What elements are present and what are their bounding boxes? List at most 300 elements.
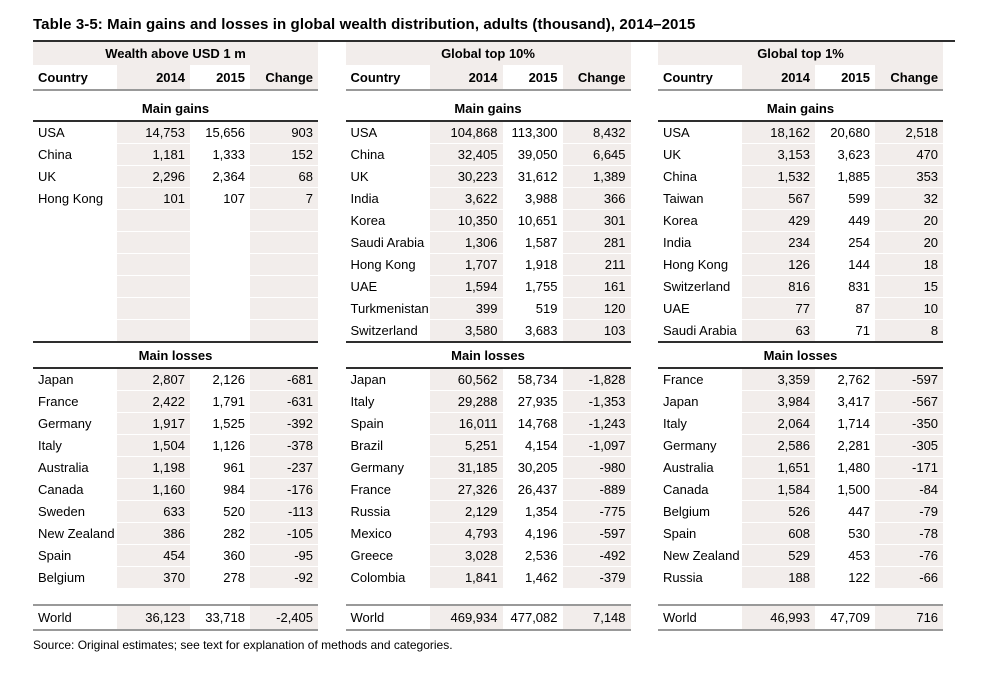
table-row — [346, 435, 631, 457]
country-cell: Australia — [658, 457, 742, 479]
change-cell: -176 — [250, 479, 318, 501]
table-row — [658, 567, 943, 589]
country-cell: UK — [346, 166, 430, 188]
table-row — [658, 188, 943, 210]
group-header: Global top 1% — [658, 42, 943, 65]
change-cell — [250, 320, 318, 343]
country-cell: China — [33, 144, 117, 166]
country-cell: Japan — [346, 368, 430, 391]
table-row — [658, 545, 943, 567]
value-2015-cell: 1,918 — [503, 254, 563, 276]
table-row — [346, 320, 631, 343]
change-cell: -597 — [875, 368, 943, 391]
value-2014-cell: 370 — [117, 567, 190, 589]
value-2014-cell: 188 — [742, 567, 815, 589]
change-cell: -305 — [875, 435, 943, 457]
value-2015-cell: 1,333 — [190, 144, 250, 166]
column-header-2014: 2014 — [430, 65, 503, 90]
value-2015-cell: 107 — [190, 188, 250, 210]
value-2014-cell: 608 — [742, 523, 815, 545]
table-row — [33, 188, 318, 210]
column-header-change: Change — [250, 65, 318, 90]
value-2014-cell: 1,651 — [742, 457, 815, 479]
value-2015-cell: 47,709 — [815, 605, 875, 630]
change-cell: -113 — [250, 501, 318, 523]
value-2014-cell: 16,011 — [430, 413, 503, 435]
empty-row — [33, 210, 318, 232]
country-cell: Brazil — [346, 435, 430, 457]
country-cell: France — [346, 479, 430, 501]
table-row — [658, 121, 943, 144]
change-cell — [250, 210, 318, 232]
value-2014-cell: 1,841 — [430, 567, 503, 589]
value-2014-cell: 30,223 — [430, 166, 503, 188]
table-row — [658, 210, 943, 232]
table-row — [658, 435, 943, 457]
value-2015-cell: 984 — [190, 479, 250, 501]
value-2015-cell: 360 — [190, 545, 250, 567]
change-cell: 6,645 — [563, 144, 631, 166]
value-2014-cell: 1,917 — [117, 413, 190, 435]
value-2015-cell: 282 — [190, 523, 250, 545]
value-2014-cell: 3,028 — [430, 545, 503, 567]
empty-row — [33, 232, 318, 254]
value-2015-cell: 39,050 — [503, 144, 563, 166]
value-2014-cell: 31,185 — [430, 457, 503, 479]
change-cell: 7 — [250, 188, 318, 210]
value-2014-cell: 3,359 — [742, 368, 815, 391]
value-2015-cell: 4,154 — [503, 435, 563, 457]
value-2015-cell: 2,364 — [190, 166, 250, 188]
group-header-row — [658, 42, 943, 65]
value-2014-cell: 529 — [742, 545, 815, 567]
value-2014-cell: 1,504 — [117, 435, 190, 457]
value-2015-cell — [190, 276, 250, 298]
column-header-2014: 2014 — [742, 65, 815, 90]
change-cell: -92 — [250, 567, 318, 589]
table-row — [346, 298, 631, 320]
change-cell: 120 — [563, 298, 631, 320]
change-cell: -84 — [875, 479, 943, 501]
value-2014-cell: 77 — [742, 298, 815, 320]
value-2015-cell: 30,205 — [503, 457, 563, 479]
value-2015-cell: 831 — [815, 276, 875, 298]
change-cell: -105 — [250, 523, 318, 545]
table-row — [658, 166, 943, 188]
table-row — [658, 368, 943, 391]
country-cell: France — [658, 368, 742, 391]
value-2014-cell: 2,422 — [117, 391, 190, 413]
value-2014-cell: 60,562 — [430, 368, 503, 391]
value-2015-cell: 3,683 — [503, 320, 563, 343]
value-2014-cell — [117, 276, 190, 298]
table-row — [33, 545, 318, 567]
change-cell: 32 — [875, 188, 943, 210]
table-row — [658, 298, 943, 320]
change-cell: -237 — [250, 457, 318, 479]
table-row — [658, 320, 943, 343]
change-cell: -378 — [250, 435, 318, 457]
value-2014-cell: 633 — [117, 501, 190, 523]
country-cell — [33, 254, 117, 276]
table-row — [658, 254, 943, 276]
change-cell: -1,828 — [563, 368, 631, 391]
value-2014-cell: 29,288 — [430, 391, 503, 413]
table-wealth-above-1m — [33, 42, 318, 631]
table-row — [33, 523, 318, 545]
country-cell: Korea — [658, 210, 742, 232]
value-2014-cell: 63 — [742, 320, 815, 343]
country-cell: Saudi Arabia — [346, 232, 430, 254]
losses-section-label: Main losses — [346, 342, 631, 368]
change-cell: -492 — [563, 545, 631, 567]
value-2014-cell: 1,707 — [430, 254, 503, 276]
change-cell: 470 — [875, 144, 943, 166]
gains-section-label: Main gains — [658, 90, 943, 121]
value-2015-cell: 3,417 — [815, 391, 875, 413]
value-2015-cell: 26,437 — [503, 479, 563, 501]
table-row — [346, 479, 631, 501]
country-cell: Italy — [658, 413, 742, 435]
value-2015-cell: 27,935 — [503, 391, 563, 413]
world-row — [33, 605, 318, 630]
world-row — [658, 605, 943, 630]
value-2014-cell: 454 — [117, 545, 190, 567]
table-row — [346, 188, 631, 210]
value-2014-cell: 567 — [742, 188, 815, 210]
value-2015-cell: 4,196 — [503, 523, 563, 545]
country-cell: Switzerland — [346, 320, 430, 343]
country-cell: Australia — [33, 457, 117, 479]
table-row — [658, 391, 943, 413]
value-2015-cell — [190, 232, 250, 254]
change-cell: 8 — [875, 320, 943, 343]
value-2015-cell: 1,480 — [815, 457, 875, 479]
country-cell: Belgium — [658, 501, 742, 523]
table-row — [33, 457, 318, 479]
losses-section-label: Main losses — [658, 342, 943, 368]
table-row — [658, 276, 943, 298]
table-row — [33, 567, 318, 589]
value-2014-cell: 32,405 — [430, 144, 503, 166]
change-cell: 281 — [563, 232, 631, 254]
value-2014-cell: 10,350 — [430, 210, 503, 232]
value-2015-cell: 1,354 — [503, 501, 563, 523]
country-cell: Germany — [346, 457, 430, 479]
value-2015-cell: 33,718 — [190, 605, 250, 630]
value-2015-cell: 1,755 — [503, 276, 563, 298]
value-2015-cell: 520 — [190, 501, 250, 523]
top1-table — [658, 42, 943, 631]
country-cell — [33, 276, 117, 298]
gains-body — [346, 121, 631, 342]
table-row — [346, 166, 631, 188]
country-cell: Korea — [346, 210, 430, 232]
column-header-country: Country — [346, 65, 430, 90]
value-2014-cell: 18,162 — [742, 121, 815, 144]
losses-section-label-row — [346, 342, 631, 368]
column-header-row — [33, 65, 318, 90]
table-row — [346, 254, 631, 276]
table-row — [33, 368, 318, 391]
value-2015-cell: 1,462 — [503, 567, 563, 589]
country-cell: China — [346, 144, 430, 166]
table-row — [346, 457, 631, 479]
table-global-top-1 — [658, 42, 943, 631]
gains-body — [33, 121, 318, 342]
country-cell: Russia — [658, 567, 742, 589]
losses-section-label-row — [658, 342, 943, 368]
country-cell: Hong Kong — [33, 188, 117, 210]
change-cell: -79 — [875, 501, 943, 523]
value-2015-cell: 254 — [815, 232, 875, 254]
spacer-row — [33, 589, 318, 606]
table-row — [346, 501, 631, 523]
country-cell: Spain — [33, 545, 117, 567]
country-cell — [33, 232, 117, 254]
table-row — [346, 545, 631, 567]
value-2014-cell: 3,153 — [742, 144, 815, 166]
change-cell: 68 — [250, 166, 318, 188]
table-row — [33, 166, 318, 188]
column-header-2015: 2015 — [190, 65, 250, 90]
value-2014-cell: 3,622 — [430, 188, 503, 210]
value-2015-cell: 519 — [503, 298, 563, 320]
country-cell: Colombia — [346, 567, 430, 589]
value-2015-cell: 453 — [815, 545, 875, 567]
table-row — [346, 391, 631, 413]
value-2014-cell — [117, 254, 190, 276]
table-row — [658, 144, 943, 166]
value-2014-cell: 816 — [742, 276, 815, 298]
change-cell: -567 — [875, 391, 943, 413]
country-cell: Hong Kong — [658, 254, 742, 276]
column-header-row — [658, 65, 943, 90]
country-cell: Japan — [33, 368, 117, 391]
change-cell: -1,353 — [563, 391, 631, 413]
change-cell: -980 — [563, 457, 631, 479]
world-label-cell: World — [33, 605, 117, 630]
table-row — [33, 391, 318, 413]
value-2015-cell: 1,587 — [503, 232, 563, 254]
change-cell: 8,432 — [563, 121, 631, 144]
empty-row — [33, 276, 318, 298]
losses-body — [658, 368, 943, 589]
value-2014-cell: 101 — [117, 188, 190, 210]
value-2015-cell: 87 — [815, 298, 875, 320]
country-cell: Saudi Arabia — [658, 320, 742, 343]
change-cell: -76 — [875, 545, 943, 567]
table-row — [33, 121, 318, 144]
group-header-row — [33, 42, 318, 65]
country-cell: Spain — [346, 413, 430, 435]
country-cell: Italy — [33, 435, 117, 457]
table-row — [346, 144, 631, 166]
top10-table — [346, 42, 631, 631]
country-cell: Germany — [658, 435, 742, 457]
value-2014-cell: 1,306 — [430, 232, 503, 254]
change-cell: -379 — [563, 567, 631, 589]
change-cell: 152 — [250, 144, 318, 166]
value-2015-cell: 14,768 — [503, 413, 563, 435]
column-header-country: Country — [658, 65, 742, 90]
country-cell: China — [658, 166, 742, 188]
change-cell: 18 — [875, 254, 943, 276]
change-cell: 1,389 — [563, 166, 631, 188]
table-row — [658, 413, 943, 435]
change-cell: 366 — [563, 188, 631, 210]
table-row — [346, 413, 631, 435]
value-2015-cell: 1,714 — [815, 413, 875, 435]
gains-section-label: Main gains — [33, 90, 318, 121]
change-cell — [250, 232, 318, 254]
country-cell: Belgium — [33, 567, 117, 589]
value-2014-cell: 104,868 — [430, 121, 503, 144]
change-cell: 7,148 — [563, 605, 631, 630]
change-cell: 353 — [875, 166, 943, 188]
table-row — [346, 567, 631, 589]
value-2015-cell: 3,988 — [503, 188, 563, 210]
country-cell: UAE — [658, 298, 742, 320]
column-header-change: Change — [875, 65, 943, 90]
change-cell: 161 — [563, 276, 631, 298]
country-cell — [33, 320, 117, 343]
empty-row — [33, 254, 318, 276]
value-2015-cell: 1,525 — [190, 413, 250, 435]
country-cell: Canada — [33, 479, 117, 501]
change-cell: -171 — [875, 457, 943, 479]
change-cell: -78 — [875, 523, 943, 545]
value-2015-cell — [190, 254, 250, 276]
country-cell: France — [33, 391, 117, 413]
wealth-table — [33, 42, 318, 631]
country-cell: Germany — [33, 413, 117, 435]
change-cell: -681 — [250, 368, 318, 391]
group-header: Global top 10% — [346, 42, 631, 65]
change-cell: 211 — [563, 254, 631, 276]
value-2014-cell: 386 — [117, 523, 190, 545]
country-cell: USA — [658, 121, 742, 144]
table-row — [346, 121, 631, 144]
change-cell: 10 — [875, 298, 943, 320]
value-2015-cell: 71 — [815, 320, 875, 343]
value-2014-cell: 1,532 — [742, 166, 815, 188]
value-2015-cell: 449 — [815, 210, 875, 232]
value-2014-cell: 1,198 — [117, 457, 190, 479]
value-2015-cell: 1,885 — [815, 166, 875, 188]
value-2015-cell: 10,651 — [503, 210, 563, 232]
page-title: Table 3-5: Main gains and losses in global wealth distribution, adults (thousand), 2014–2015 — [33, 16, 696, 33]
country-cell: Sweden — [33, 501, 117, 523]
table-row — [33, 413, 318, 435]
value-2014-cell: 234 — [742, 232, 815, 254]
value-2015-cell: 2,281 — [815, 435, 875, 457]
value-2014-cell: 27,326 — [430, 479, 503, 501]
value-2015-cell: 477,082 — [503, 605, 563, 630]
table-row — [33, 479, 318, 501]
value-2014-cell: 2,807 — [117, 368, 190, 391]
table-row — [346, 368, 631, 391]
country-cell: Japan — [658, 391, 742, 413]
country-cell: Italy — [346, 391, 430, 413]
value-2014-cell: 1,594 — [430, 276, 503, 298]
world-label-cell: World — [346, 605, 430, 630]
change-cell: 103 — [563, 320, 631, 343]
value-2015-cell: 144 — [815, 254, 875, 276]
value-2014-cell — [117, 232, 190, 254]
value-2014-cell: 399 — [430, 298, 503, 320]
value-2015-cell: 599 — [815, 188, 875, 210]
empty-row — [33, 320, 318, 343]
change-cell: 20 — [875, 210, 943, 232]
country-cell: Turkmenistan — [346, 298, 430, 320]
value-2015-cell: 113,300 — [503, 121, 563, 144]
value-2015-cell: 2,536 — [503, 545, 563, 567]
value-2015-cell: 122 — [815, 567, 875, 589]
value-2014-cell: 1,160 — [117, 479, 190, 501]
value-2014-cell: 2,586 — [742, 435, 815, 457]
value-2015-cell — [190, 298, 250, 320]
value-2014-cell: 36,123 — [117, 605, 190, 630]
change-cell: -631 — [250, 391, 318, 413]
table-row — [658, 457, 943, 479]
losses-body — [33, 368, 318, 589]
change-cell: -597 — [563, 523, 631, 545]
change-cell: 2,518 — [875, 121, 943, 144]
country-cell: Canada — [658, 479, 742, 501]
table-row — [346, 232, 631, 254]
value-2014-cell: 2,296 — [117, 166, 190, 188]
spacer-row — [658, 589, 943, 606]
value-2014-cell: 1,584 — [742, 479, 815, 501]
value-2014-cell — [117, 210, 190, 232]
change-cell: 15 — [875, 276, 943, 298]
country-cell: Russia — [346, 501, 430, 523]
change-cell: -66 — [875, 567, 943, 589]
value-2015-cell: 278 — [190, 567, 250, 589]
table-row — [658, 523, 943, 545]
table-row — [658, 232, 943, 254]
value-2014-cell: 126 — [742, 254, 815, 276]
losses-body — [346, 368, 631, 589]
country-cell: New Zealand — [658, 545, 742, 567]
country-cell: USA — [346, 121, 430, 144]
group-header-row — [346, 42, 631, 65]
country-cell: Spain — [658, 523, 742, 545]
spacer-row — [346, 589, 631, 606]
value-2014-cell: 526 — [742, 501, 815, 523]
gains-body — [658, 121, 943, 342]
change-cell: -350 — [875, 413, 943, 435]
country-cell: USA — [33, 121, 117, 144]
change-cell: 716 — [875, 605, 943, 630]
value-2014-cell: 4,793 — [430, 523, 503, 545]
value-2014-cell: 3,984 — [742, 391, 815, 413]
country-cell: India — [346, 188, 430, 210]
change-cell: -95 — [250, 545, 318, 567]
table-row — [346, 276, 631, 298]
losses-section-label-row — [33, 342, 318, 368]
value-2015-cell: 961 — [190, 457, 250, 479]
value-2015-cell: 31,612 — [503, 166, 563, 188]
tables-container — [33, 42, 943, 631]
group-header: Wealth above USD 1 m — [33, 42, 318, 65]
value-2015-cell: 58,734 — [503, 368, 563, 391]
losses-section-label: Main losses — [33, 342, 318, 368]
country-cell: Taiwan — [658, 188, 742, 210]
value-2014-cell: 2,064 — [742, 413, 815, 435]
column-header-change: Change — [563, 65, 631, 90]
